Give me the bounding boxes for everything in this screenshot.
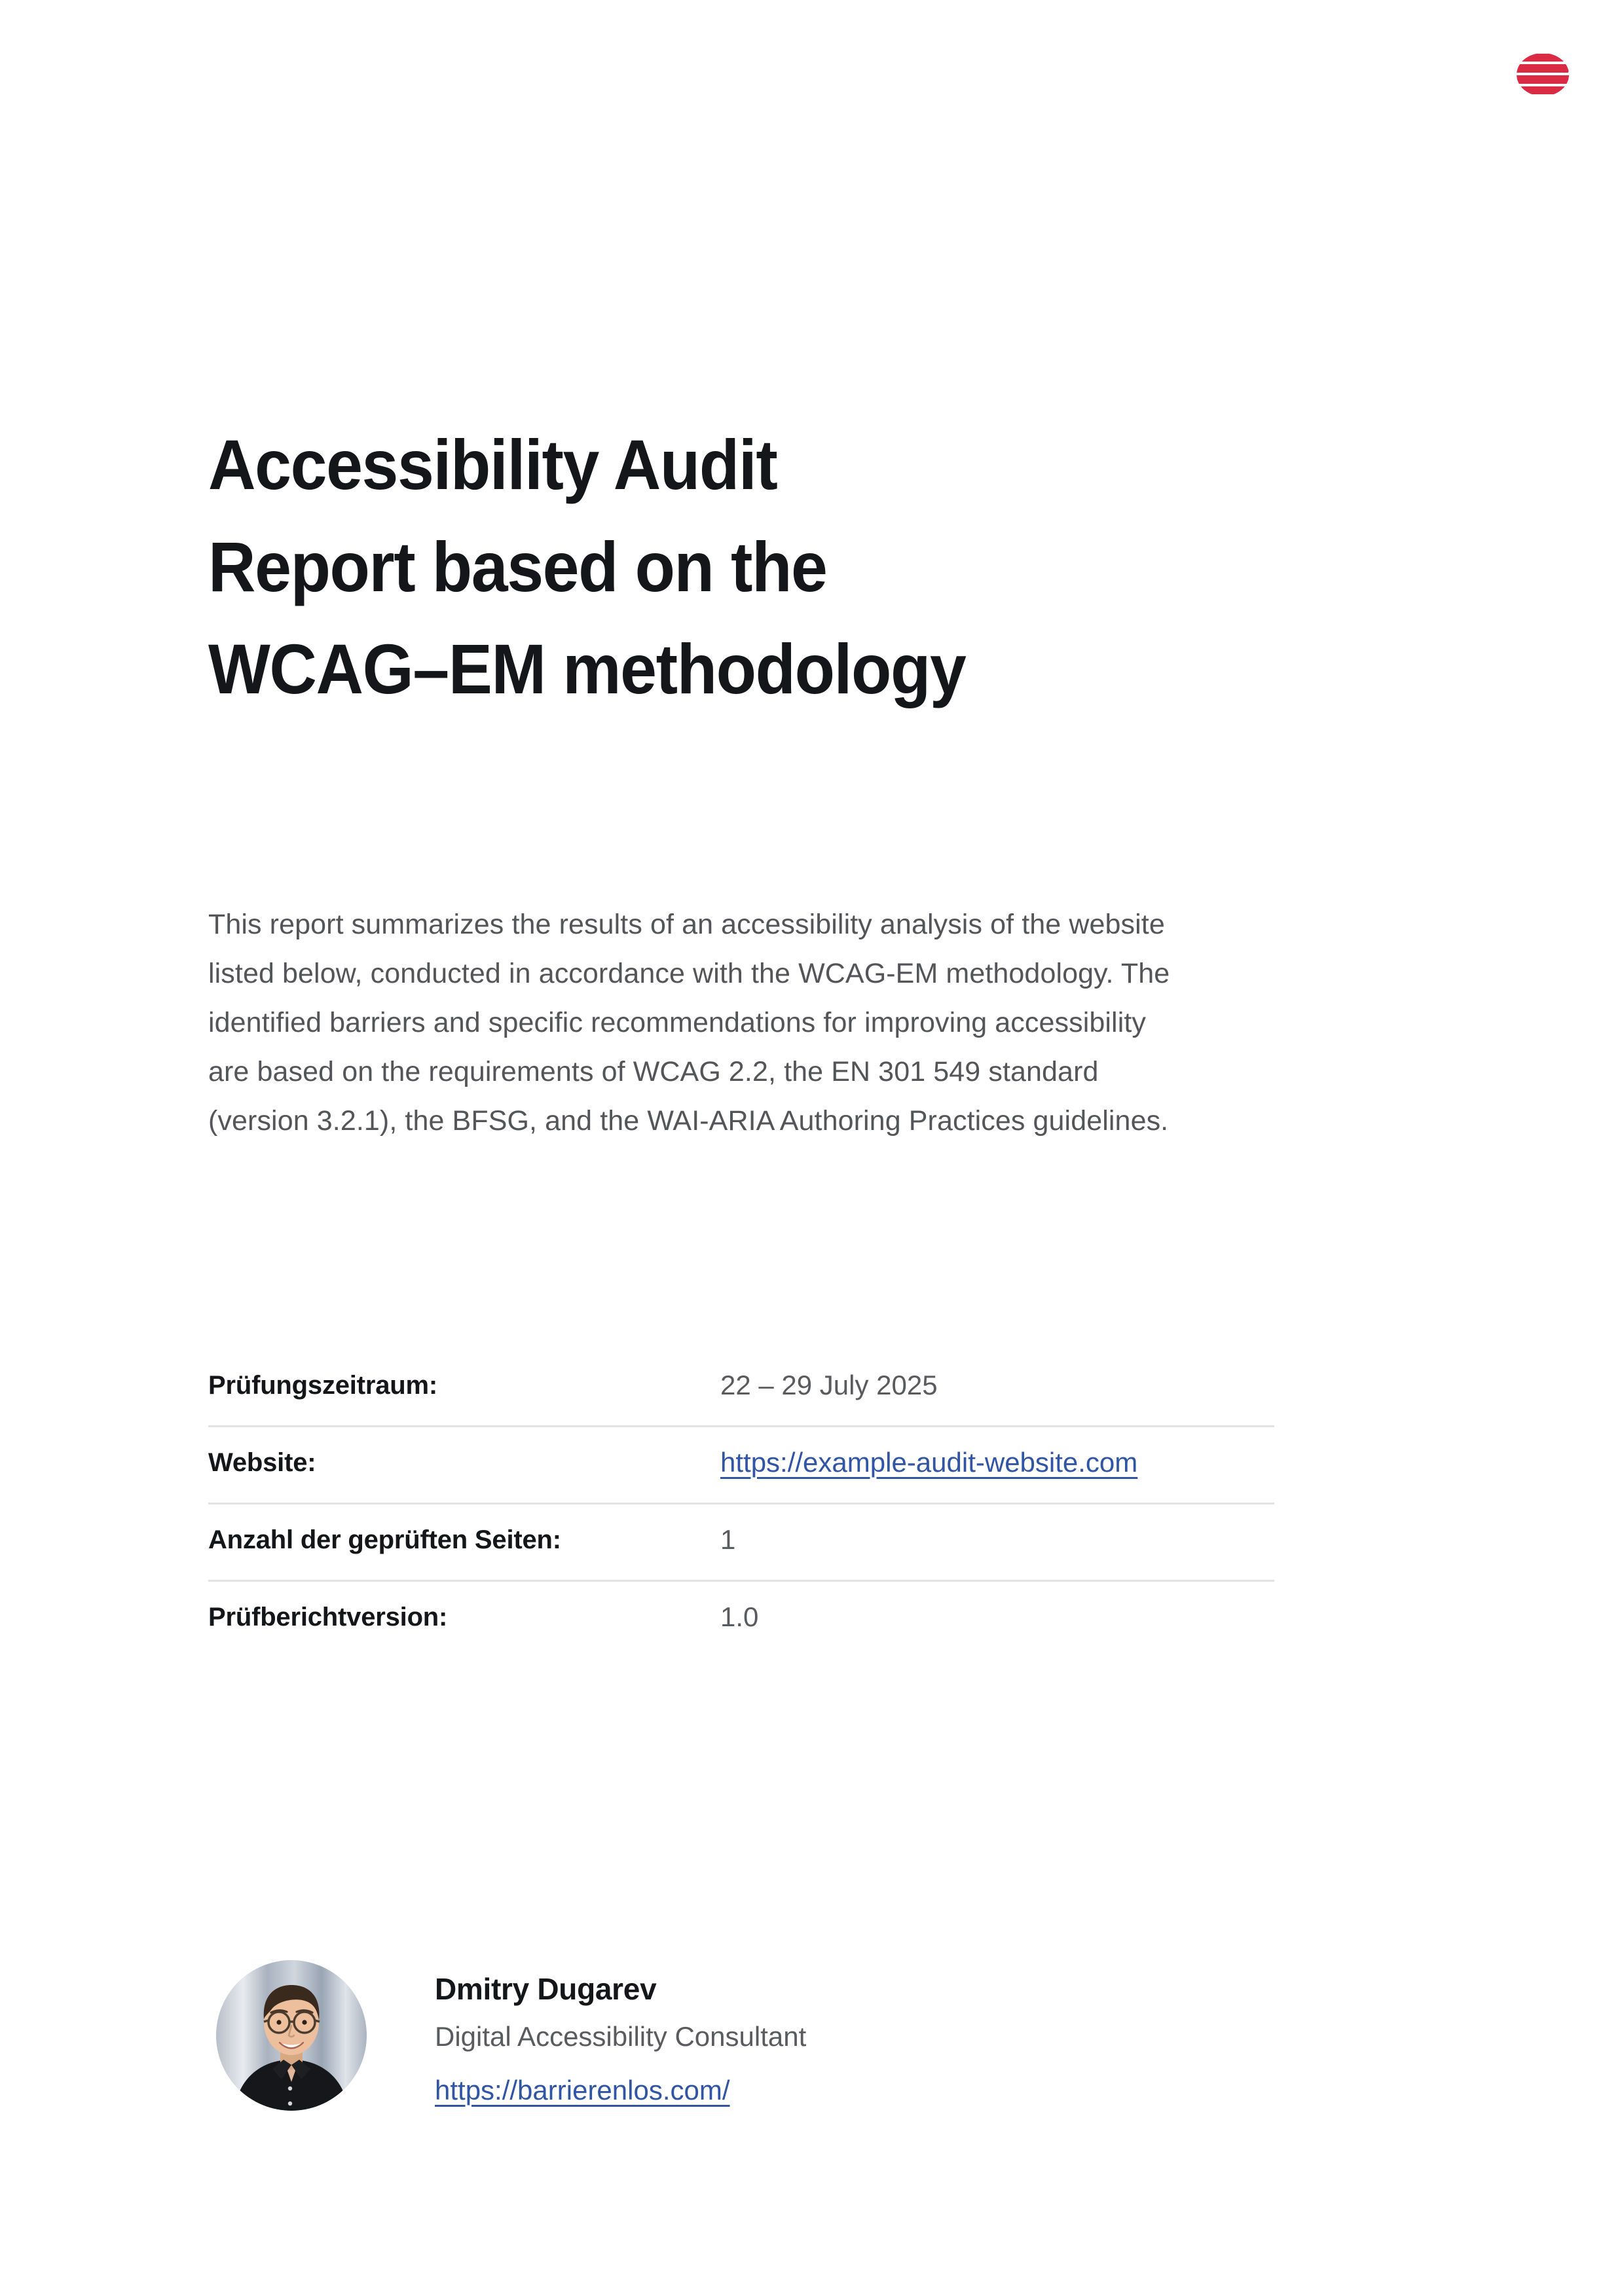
meta-value-audit-period: 22 – 29 July 2025 (720, 1370, 938, 1400)
author-block (216, 1960, 806, 2117)
meta-value-report-version: 1.0 (720, 1601, 759, 1632)
meta-value-website-link[interactable]: https://example-audit-website.com (720, 1447, 1138, 1478)
author-role: Digital Accessibility Consultant (435, 2021, 807, 2052)
table-row (208, 1504, 1274, 1582)
meta-label-pages-audited: Anzahl der geprüften Seiten: (208, 1525, 561, 1554)
report-metadata-table (208, 1350, 1274, 1659)
author-name: Dmitry Dugarev (435, 1972, 657, 2006)
table-row (208, 1350, 1274, 1427)
meta-label-website: Website: (208, 1448, 316, 1477)
meta-label-report-version: Prüfberichtversion: (208, 1603, 448, 1631)
avatar (216, 1960, 367, 2111)
page-title (208, 414, 1452, 720)
table-row (208, 1427, 1274, 1504)
page-title-line-2: Report based on the (208, 527, 827, 606)
author-website-link[interactable]: https://barrierenlos.com/ (435, 2075, 730, 2105)
page-title-line-1: Accessibility Audit (208, 425, 777, 504)
author-details (435, 1960, 806, 2117)
intro-paragraph: This report summarizes the results of an accessibility analysis of the website listed below, conducted in accordance with the WCAG-EM methodology. The identified barriers and specific recommendations for improving accessibility are based on the requirements of WCAG 2.2, the EN 301 549 standard (version 3.2.1), the BFSG, and the WAI-ARIA Authoring Practices guidelines. (208, 909, 1170, 1137)
table-row (208, 1582, 1274, 1659)
page-title-line-3: WCAG–EM methodology (208, 629, 966, 708)
meta-label-audit-period: Prüfungszeitraum: (208, 1371, 437, 1400)
barrierenlos-logo-icon (1504, 51, 1582, 98)
meta-value-pages-audited: 1 (720, 1524, 736, 1555)
